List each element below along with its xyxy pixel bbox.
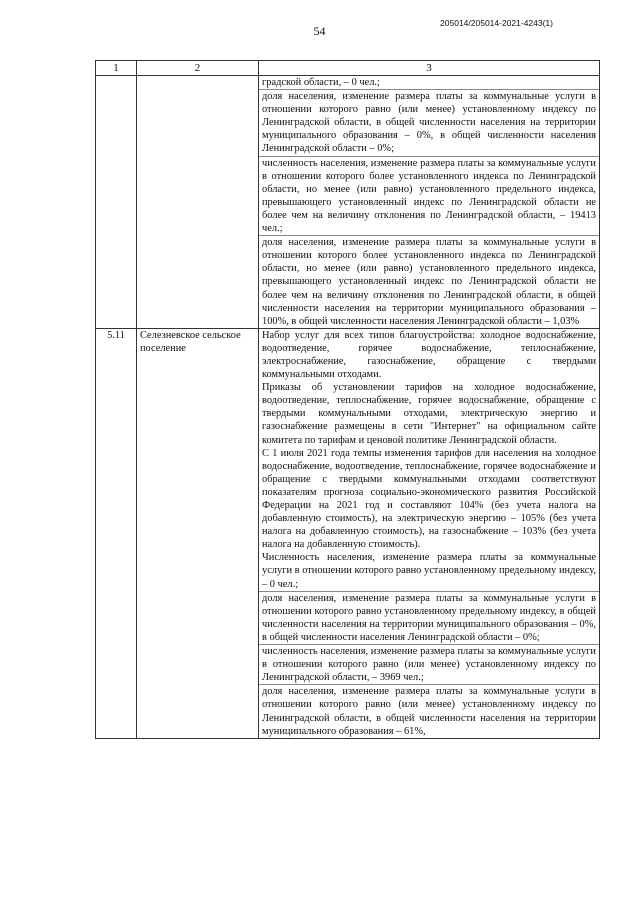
paragraph: С 1 июля 2021 года темпы изменения тарифов для населения на холодное водоснабжение, водоотведение, теплоснабжение, горячее водоснабжение и обращение с твердыми коммунальными отходами соответствуют показателям прогноза социально-экономического развития Российской Федерации на 2021 год и составляют 104% (без учета налога на добавленную стоимость), на электрическую энергию – 105% (без учета налога на добавленную стоимость), на газоснабжение – 103% (без учета налога на добавленную стоимость). [262,447,596,551]
tariff-table [95,60,600,739]
table-row-5-11 [96,328,600,738]
paragraph: Набор услуг для всех типов благоустройства: холодное водоснабжение, водоотведение, горячее водоснабжение, теплоснабжение, электроснабжение, газоснабжение, обращение с твердыми коммунальными отходами. [262,329,596,381]
paragraph: численность населения, изменение размера платы за коммунальные услуги в отношении которого равно (или менее) установленному индексу по Ленинградской области, – 3969 чел.; [262,646,596,684]
table-row-continuation [96,76,600,329]
paragraph: доля населения, изменение размера платы за коммунальные услуги в отношении которого равно установленному предельному индексу, в общей численности населения на территории муниципального образования – 0%, в общей численности населения Ленинградской области – 0%; [262,592,596,643]
row-number: 5.11 [96,328,137,738]
page-number: 54 [313,24,326,38]
paragraph: Приказы об установлении тарифов на холодное водоснабжение, водоотведение, теплоснабжение, горячее водоснабжение, обращение с твердыми коммунальными отходами, электрическую энергию и газоснабжение размещены в сети "Интернет" на официальном сайте комитета по тарифам и ценовой политике Ленинградской области. [262,382,596,446]
row-content-cell [259,328,600,738]
row-number-cell [96,76,137,329]
paragraph: доля населения, изменение размера платы за коммунальные услуги в отношении которого более установленного индекса по Ленинградской области, но менее (или равно) установленного предельного индекса, превышающего установленный индекс по Ленинградской области не более чем на величину отклонения по Ленинградской области, в общей численности населения на территории муниципального образования – 100%, в общей численности населения Ленинградской области – 1,03% [262,237,596,327]
settlement-name: Селезневское сельское поселение [137,328,259,738]
row-name-cell [137,76,259,329]
column-header-3: 3 [259,61,600,76]
paragraph: доля населения, изменение размера платы за коммунальные услуги в отношении которого равно (или менее) установленному индексу по Ленинградской области, в общей численности населения на территории муниципального образования – 61%, [262,686,596,737]
paragraph: доля населения, изменение размера платы за коммунальные услуги в отношении которого равно (или менее) установленному индексу по Ленинградской области, в общей численности населения на территории муниципального образования – 0%, в общей численности населения Ленинградской области – 0%; [262,91,596,155]
paragraph: численность населения, изменение размера платы за коммунальные услуги в отношении которого более установленного индекса по Ленинградской области, но менее (или равно) установленного предельного индекса, превышающего установленный индекс по Ленинградской области не более чем на величину отклонения по Ленинградской области, – 19413 чел.; [262,157,596,235]
document-id: 205014/205014-2021-4243(1) [440,18,553,28]
column-header-1: 1 [96,61,137,76]
column-header-2: 2 [137,61,259,76]
table-header-row [96,61,600,76]
paragraph: градской области, – 0 чел.; [262,77,380,88]
paragraph: Численность населения, изменение размера платы за коммунальные услуги в отношении которого равно установленному предельному индексу, – 0 чел.; [262,552,596,590]
row-content-cell [259,76,600,329]
